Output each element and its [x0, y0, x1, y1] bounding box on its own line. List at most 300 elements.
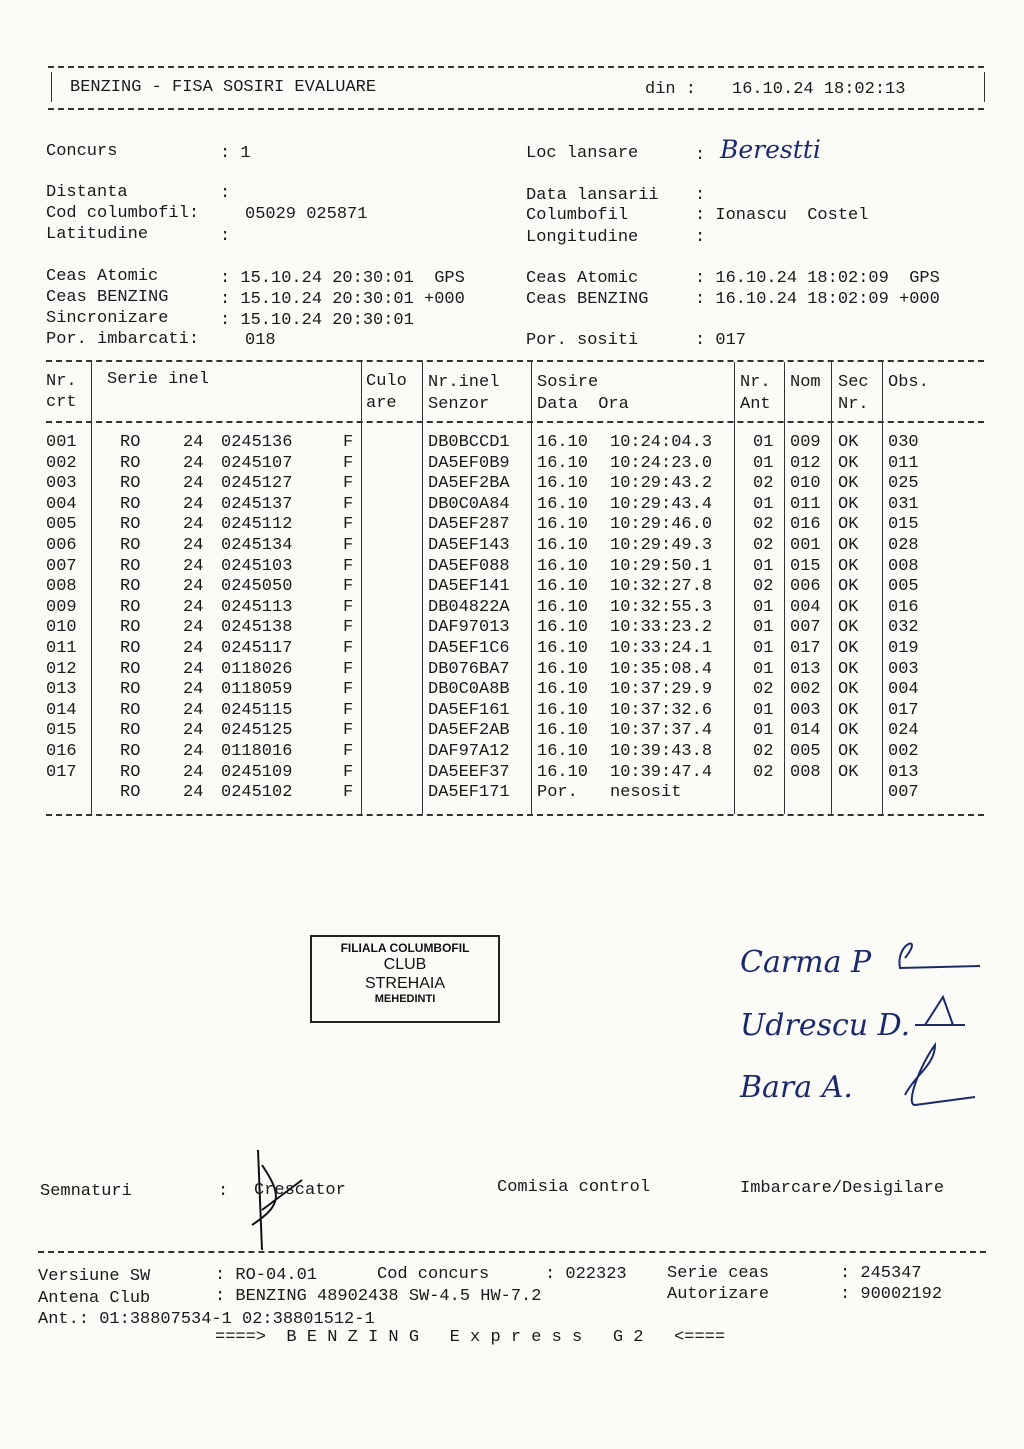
cell-sex: F	[343, 597, 354, 617]
cod-concurs-value: : 022323	[545, 1265, 627, 1284]
header-nr: Nr.	[46, 372, 77, 391]
cell-data: 16.10	[537, 659, 589, 679]
header-right-border	[984, 72, 985, 102]
semnaturi-colon: :	[218, 1182, 229, 1201]
cell-tara: RO	[120, 494, 141, 514]
cell-obs: 025	[888, 474, 919, 494]
cell-senzor: DB0C0A8B	[428, 680, 510, 700]
cell-inel: 0245109	[221, 762, 293, 782]
cell-senzor: DA5EF287	[428, 515, 510, 535]
table-row	[0, 577, 1024, 598]
cell-data: Por.	[537, 783, 578, 803]
table-row	[0, 680, 1024, 701]
cell-inel: 0245107	[221, 453, 293, 473]
cell-ant: 02	[753, 577, 774, 597]
cell-an: 24	[183, 639, 204, 658]
header-nr-ant: Nr.	[740, 373, 771, 392]
cell-sec: OK	[838, 577, 859, 597]
cell-sex: F	[343, 700, 354, 720]
cell-senzor: DA5EF141	[428, 577, 510, 597]
cell-sex: F	[343, 453, 354, 473]
cell-inel: 0245137	[221, 494, 293, 514]
cell-senzor: DA5EF143	[428, 536, 510, 555]
cell-data: 16.10	[537, 762, 589, 782]
cell-tara: RO	[120, 742, 141, 761]
cell-nom: 006	[790, 577, 821, 597]
ceas-atomic-right-label: Ceas Atomic	[526, 269, 639, 288]
cell-data: 16.10	[537, 742, 589, 761]
cell-ora: 10:32:27.8	[610, 577, 713, 597]
cell-obs: 019	[888, 639, 919, 658]
cell-ora: 10:24:23.0	[610, 453, 713, 473]
cell-tara: RO	[120, 639, 141, 658]
table-row	[0, 721, 1024, 742]
cell-senzor: DB0BCCD1	[428, 433, 510, 452]
cell-ora: 10:33:24.1	[610, 639, 713, 658]
semnaturi-label: Semnaturi	[40, 1182, 132, 1201]
cell-inel: 0118016	[221, 742, 293, 761]
antena-value: : BENZING 48902438 SW-4.5 HW-7.2	[215, 1287, 542, 1306]
cell-sex: F	[343, 577, 354, 597]
crescator-label: Crescator	[254, 1181, 346, 1200]
imbarcare-label: Imbarcare/Desigilare	[740, 1179, 945, 1198]
cell-sex: F	[343, 742, 354, 761]
cell-ant: 02	[753, 680, 774, 700]
cell-data: 16.10	[537, 577, 589, 597]
signature-1: Carma P	[740, 945, 872, 980]
cell-inel: 0245127	[221, 474, 293, 494]
cell-data: 16.10	[537, 474, 589, 494]
header-crt: crt	[46, 393, 77, 412]
cell-senzor: DB0C0A84	[428, 494, 510, 514]
cell-nr: 008	[46, 577, 77, 597]
stamp-line-3: STREHAIA	[364, 975, 445, 992]
document-title: BENZING - FISA SOSIRI EVALUARE	[70, 78, 377, 97]
cell-ora: 10:37:29.9	[610, 680, 713, 700]
loc-lansare-colon: :	[695, 146, 706, 165]
ceas-benzing-left-value: : 15.10.24 20:30:01 +000	[220, 290, 465, 309]
cell-sec: OK	[838, 474, 859, 494]
cell-sec: OK	[838, 597, 859, 617]
cell-tara: RO	[120, 536, 141, 555]
ceas-benzing-left-label: Ceas BENZING	[46, 288, 169, 307]
cell-an: 24	[183, 783, 204, 803]
cell-obs: 031	[888, 494, 919, 514]
footer-separator	[38, 1251, 986, 1253]
cell-inel: 0245112	[221, 515, 293, 535]
cell-nr: 016	[46, 742, 77, 761]
cell-senzor: DA5EF2BA	[428, 474, 510, 494]
cell-ant: 01	[753, 639, 774, 658]
cell-obs: 015	[888, 515, 919, 535]
cell-nom: 005	[790, 742, 821, 761]
table-header-separator	[46, 421, 984, 423]
cell-tara: RO	[120, 577, 141, 597]
cell-senzor: DAF97A12	[428, 742, 510, 761]
cell-sex: F	[343, 556, 354, 576]
cell-nom: 003	[790, 700, 821, 720]
cell-ant: 02	[753, 742, 774, 761]
cell-obs: 028	[888, 536, 919, 555]
cell-an: 24	[183, 577, 204, 597]
header-data-ora: Data Ora	[537, 395, 629, 414]
table-row	[0, 557, 1024, 578]
table-row	[0, 618, 1024, 639]
cell-sec: OK	[838, 680, 859, 700]
cell-data: 16.10	[537, 700, 589, 720]
cell-an: 24	[183, 494, 204, 514]
cell-data: 16.10	[537, 433, 589, 452]
din-label: din :	[645, 80, 697, 99]
distanta-label: Distanta	[46, 183, 128, 202]
cell-tara: RO	[120, 474, 141, 494]
cell-nom: 012	[790, 453, 821, 473]
table-row	[0, 454, 1024, 475]
cell-sec: OK	[838, 742, 859, 761]
cell-an: 24	[183, 433, 204, 452]
cell-an: 24	[183, 742, 204, 761]
cell-tara: RO	[120, 618, 141, 638]
cell-data: 16.10	[537, 618, 589, 638]
antena-label: Antena Club	[38, 1289, 151, 1308]
cell-sex: F	[343, 433, 354, 452]
cell-inel: 0245138	[221, 618, 293, 638]
table-row	[0, 639, 1024, 660]
cell-senzor: DAF97013	[428, 618, 510, 638]
stamp-line-4: MEHEDINTI	[374, 993, 436, 1005]
cell-data: 16.10	[537, 515, 589, 535]
cell-inel: 0245102	[221, 783, 293, 803]
cell-sex: F	[343, 783, 354, 803]
cell-senzor: DA5EF2AB	[428, 721, 510, 741]
cell-inel: 0118026	[221, 659, 293, 679]
cell-ora: 10:29:50.1	[610, 556, 713, 576]
header-top-border	[48, 66, 984, 68]
comisia-label: Comisia control	[497, 1178, 651, 1197]
cell-nr: 003	[46, 474, 77, 494]
cell-sec: OK	[838, 494, 859, 514]
cell-data: 16.10	[537, 639, 589, 658]
cell-ant: 01	[753, 721, 774, 741]
cell-ora: 10:39:47.4	[610, 762, 713, 782]
por-imbarcati-label: Por. imbarcati:	[46, 330, 200, 349]
cell-ora: 10:24:04.3	[610, 433, 713, 452]
table-row	[0, 660, 1024, 681]
header-nr-inel: Nr.inel	[428, 373, 500, 392]
cell-ora: 10:33:23.2	[610, 618, 713, 638]
cell-senzor: DB04822A	[428, 597, 510, 617]
cell-ora: 10:29:43.4	[610, 494, 713, 514]
cell-sec: OK	[838, 762, 859, 782]
cell-sex: F	[343, 659, 354, 679]
cell-sec: OK	[838, 659, 859, 679]
cell-ora: 10:29:43.2	[610, 474, 713, 494]
por-imbarcati-value: 018	[245, 331, 276, 350]
cell-obs: 007	[888, 783, 919, 803]
cell-tara: RO	[120, 433, 141, 452]
table-row	[0, 515, 1024, 536]
cell-ora: 10:39:43.8	[610, 742, 713, 761]
cell-nom: 004	[790, 597, 821, 617]
concurs-value: : 1	[220, 144, 251, 163]
cell-tara: RO	[120, 453, 141, 473]
cell-an: 24	[183, 721, 204, 741]
cell-inel: 0245136	[221, 433, 293, 452]
cell-nr: 012	[46, 659, 77, 679]
cell-nom: 014	[790, 721, 821, 741]
latitudine-label: Latitudine	[46, 225, 149, 244]
header-obs: Obs.	[888, 373, 929, 392]
ceas-benzing-right-value: : 16.10.24 18:02:09 +000	[695, 290, 940, 309]
cell-tara: RO	[120, 556, 141, 576]
stamp-line-2: CLUB	[383, 956, 427, 973]
cell-sex: F	[343, 474, 354, 494]
cell-nom: 011	[790, 494, 821, 514]
cell-senzor: DA5EF088	[428, 556, 510, 576]
cell-senzor: DA5EF0B9	[428, 453, 510, 473]
cell-obs: 005	[888, 577, 919, 597]
cell-inel: 0245134	[221, 536, 293, 555]
cell-sec: OK	[838, 556, 859, 576]
cell-nr: 005	[46, 515, 77, 535]
ceas-atomic-right-value: : 16.10.24 18:02:09 GPS	[695, 269, 940, 288]
por-sositi-label: Por. sositi	[526, 331, 639, 350]
table-row	[0, 763, 1024, 784]
cell-nr: 010	[46, 618, 77, 638]
cell-an: 24	[183, 762, 204, 782]
table-bottom-border	[46, 814, 984, 816]
cell-senzor: DA5EF161	[428, 700, 510, 720]
cell-an: 24	[183, 700, 204, 720]
cell-ant: 02	[753, 474, 774, 494]
cell-nom: 001	[790, 536, 821, 555]
cell-nr: 009	[46, 597, 77, 617]
ceas-benzing-right-label: Ceas BENZING	[526, 290, 649, 309]
cell-ant: 02	[753, 515, 774, 535]
cell-ant: 01	[753, 618, 774, 638]
table-row	[0, 433, 1024, 454]
cell-nr: 001	[46, 433, 77, 452]
cell-inel: 0245117	[221, 639, 293, 658]
cell-nom: 016	[790, 515, 821, 535]
cell-ant: 02	[753, 536, 774, 555]
cell-an: 24	[183, 597, 204, 617]
scribble-1	[899, 944, 980, 968]
cell-obs: 024	[888, 721, 919, 741]
cell-sec: OK	[838, 700, 859, 720]
ceas-atomic-left-label: Ceas Atomic	[46, 267, 159, 286]
header-culo: Culo	[366, 372, 407, 391]
cell-data: 16.10	[537, 494, 589, 514]
cell-senzor: DA5EF1C6	[428, 639, 510, 658]
header-senzor: Senzor	[428, 395, 490, 414]
sincronizare-value: : 15.10.24 20:30:01	[220, 311, 414, 330]
cell-ora: 10:37:32.6	[610, 700, 713, 720]
antenna-line: Ant.: 01:38807534-1 02:38801512-1	[38, 1310, 375, 1329]
cell-nr: 013	[46, 680, 77, 700]
cell-obs: 008	[888, 556, 919, 576]
cell-tara: RO	[120, 680, 141, 700]
distanta-value: :	[220, 184, 231, 203]
cell-ant: 01	[753, 433, 774, 452]
cell-obs: 013	[888, 762, 919, 782]
cell-tara: RO	[120, 700, 141, 720]
cell-ant: 01	[753, 556, 774, 576]
din-value: 16.10.24 18:02:13	[732, 80, 906, 99]
cell-nom: 002	[790, 680, 821, 700]
signature-2: Udrescu D.	[740, 1008, 911, 1043]
cell-inel: 0245050	[221, 577, 293, 597]
scribble-2	[915, 997, 965, 1025]
versiune-value: : RO-04.01	[215, 1266, 318, 1285]
cell-obs: 003	[888, 659, 919, 679]
cell-ant: 01	[753, 453, 774, 473]
cell-nom: 009	[790, 433, 821, 452]
cell-an: 24	[183, 474, 204, 494]
cell-nom: 015	[790, 556, 821, 576]
cell-inel: 0245103	[221, 556, 293, 576]
cell-ora: 10:29:46.0	[610, 515, 713, 535]
table-top-border	[46, 360, 984, 362]
por-sositi-value: : 017	[695, 331, 747, 350]
cell-sec: OK	[838, 618, 859, 638]
header-ant: Ant	[740, 395, 771, 414]
cell-obs: 011	[888, 453, 919, 473]
cell-sex: F	[343, 721, 354, 741]
cell-sec: OK	[838, 721, 859, 741]
latitudine-value: :	[220, 227, 231, 246]
cell-sex: F	[343, 494, 354, 514]
cell-data: 16.10	[537, 721, 589, 741]
header-nom: Nom	[790, 373, 821, 392]
cell-ant: 02	[753, 762, 774, 782]
header-sec: Sec	[838, 373, 869, 392]
cell-data: 16.10	[537, 556, 589, 576]
cell-tara: RO	[120, 762, 141, 782]
cell-obs: 030	[888, 433, 919, 452]
cell-obs: 017	[888, 700, 919, 720]
cell-data: 16.10	[537, 597, 589, 617]
ceas-atomic-left-value: : 15.10.24 20:30:01 GPS	[220, 269, 465, 288]
cell-obs: 032	[888, 618, 919, 638]
cell-nom: 010	[790, 474, 821, 494]
cell-an: 24	[183, 515, 204, 535]
table-row	[0, 701, 1024, 722]
cell-nr: 002	[46, 453, 77, 473]
table-row	[0, 536, 1024, 557]
columbofil-value: : Ionascu Costel	[695, 206, 869, 225]
cell-an: 24	[183, 536, 204, 555]
cell-sex: F	[343, 618, 354, 638]
serie-ceas-value: : 245347	[840, 1264, 922, 1283]
cell-inel: 0118059	[221, 680, 293, 700]
cod-concurs-label: Cod concurs	[377, 1265, 490, 1284]
cell-an: 24	[183, 618, 204, 638]
cell-sex: F	[343, 680, 354, 700]
cell-nr: 006	[46, 536, 77, 555]
cell-nr: 011	[46, 639, 77, 658]
cod-columbofil-label: Cod columbofil:	[46, 204, 200, 223]
cell-ora: 10:32:55.3	[610, 597, 713, 617]
table-row	[0, 474, 1024, 495]
cell-inel: 0245115	[221, 700, 293, 720]
cell-obs: 004	[888, 680, 919, 700]
cell-senzor: DA5EEF37	[428, 762, 510, 782]
cell-ant: 01	[753, 700, 774, 720]
cell-ant: 01	[753, 494, 774, 514]
cell-sex: F	[343, 515, 354, 535]
header-are: are	[366, 394, 397, 413]
table-row	[0, 742, 1024, 763]
loc-lansare-label: Loc lansare	[526, 144, 639, 163]
cell-nr: 015	[46, 721, 77, 741]
cell-data: 16.10	[537, 536, 589, 555]
cell-tara: RO	[120, 597, 141, 617]
cell-nom: 008	[790, 762, 821, 782]
cell-ant: 01	[753, 597, 774, 617]
cell-tara: RO	[120, 659, 141, 679]
table-row	[0, 495, 1024, 516]
cell-an: 24	[183, 680, 204, 700]
cell-tara: RO	[120, 515, 141, 535]
columbofil-label: Columbofil	[526, 206, 629, 225]
cell-an: 24	[183, 556, 204, 576]
scribble-3	[905, 1045, 975, 1105]
serie-ceas-label: Serie ceas	[667, 1264, 770, 1283]
autorizare-label: Autorizare	[667, 1285, 770, 1304]
cell-sex: F	[343, 639, 354, 658]
cell-sec: OK	[838, 536, 859, 555]
cell-tara: RO	[120, 783, 141, 803]
cell-nom: 017	[790, 639, 821, 658]
header-left-border	[51, 72, 52, 102]
benzing-express-line: ====> B E N Z I N G E x p r e s s G 2 <====	[215, 1328, 726, 1347]
stamp-line-1: FILIALA COLUMBOFIL	[340, 941, 470, 955]
cell-sec: OK	[838, 453, 859, 473]
cell-sec: OK	[838, 433, 859, 452]
header-sosire: Sosire	[537, 373, 599, 392]
sincronizare-label: Sincronizare	[46, 309, 169, 328]
data-lansarii-label: Data lansarii	[526, 186, 659, 205]
versiune-label: Versiune SW	[38, 1267, 151, 1286]
loc-lansare-handwritten: Berestti	[720, 135, 821, 164]
cell-sec: OK	[838, 515, 859, 535]
cell-nom: 013	[790, 659, 821, 679]
club-stamp	[310, 935, 500, 1023]
cell-nr: 017	[46, 762, 77, 782]
cell-senzor: DA5EF171	[428, 783, 510, 803]
cell-an: 24	[183, 453, 204, 473]
cell-nr: 007	[46, 556, 77, 576]
cell-ant: 01	[753, 659, 774, 679]
cell-sec: OK	[838, 639, 859, 658]
cell-inel: 0245113	[221, 597, 293, 617]
cod-columbofil-value: 05029 025871	[245, 205, 368, 224]
cell-sex: F	[343, 536, 354, 555]
signature-3: Bara A.	[740, 1070, 853, 1105]
cell-obs: 016	[888, 597, 919, 617]
header-bottom-border	[48, 108, 984, 110]
concurs-label: Concurs	[46, 142, 118, 161]
cell-ora: nesosit	[610, 783, 682, 803]
cell-nom: 007	[790, 618, 821, 638]
cell-ora: 10:35:08.4	[610, 659, 713, 679]
table-row	[0, 783, 1024, 804]
table-row	[0, 598, 1024, 619]
cell-senzor: DB076BA7	[428, 659, 510, 679]
autorizare-value: : 90002192	[840, 1285, 943, 1304]
longitudine-value: :	[695, 228, 706, 247]
